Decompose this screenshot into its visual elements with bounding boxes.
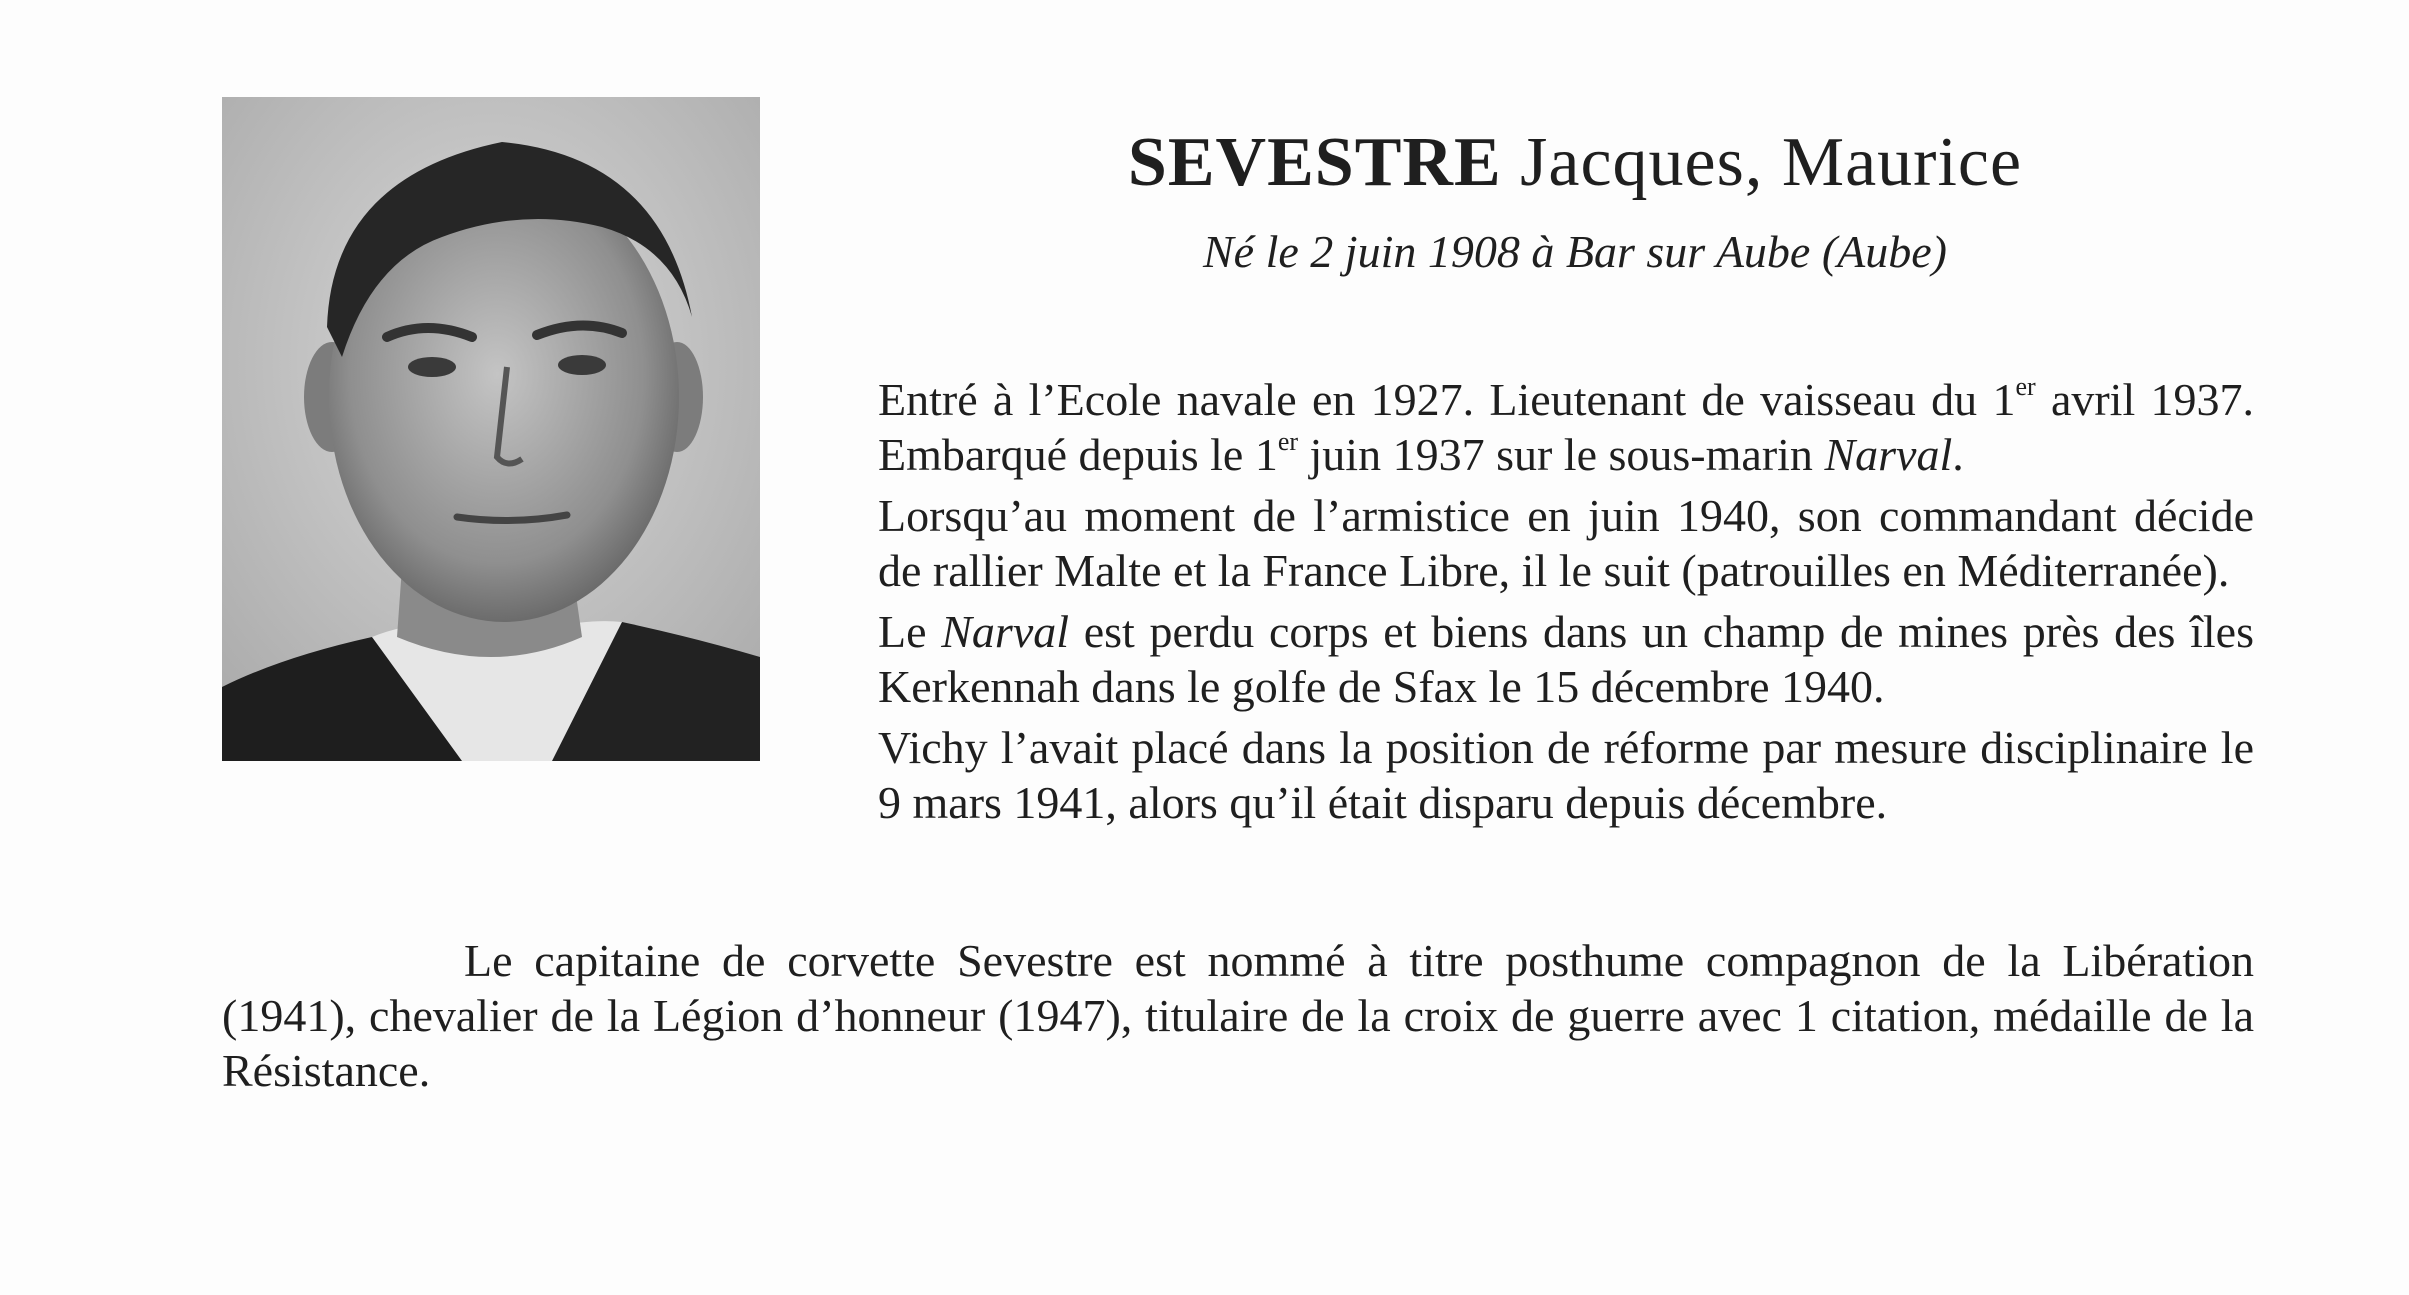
bio-paragraph-4: Vichy l’avait placé dans la position de réforme par mesure disciplinaire le 9 mars 1941, alors qu’il était disparu depuis décembre. [878, 722, 2254, 828]
bio-paragraph-2: Lorsqu’au moment de l’armistice en juin 1940, son commandant décide de rallier Malte et la France Libre, il le suit (patrouilles en Méditerranée). [878, 490, 2254, 596]
ship-name: Narval [941, 606, 1070, 657]
surname: SEVESTRE [1127, 124, 1502, 201]
biography [878, 372, 2254, 836]
ship-name: Narval [1824, 429, 1953, 480]
portrait-photo [222, 97, 760, 761]
bio-paragraph-3: Le Narval est perdu corps et biens dans un champ de mines près des îles Kerkennah dans le golfe de Sfax le 15 décembre 1940. [878, 606, 2254, 712]
person-name [1000, 118, 2150, 208]
birth-line: Né le 2 juin 1908 à Bar sur Aube (Aube) [1203, 226, 1947, 277]
bio-paragraph-1: Entré à l’Ecole navale en 1927. Lieutenant de vaisseau du 1er avril 1937. Embarqué depuis le 1er juin 1937 sur le sous-marin Narval. [878, 372, 2255, 480]
given-names: Jacques, Maurice [1520, 124, 2023, 201]
honours-paragraph: Le capitaine de corvette Sevestre est nommé à titre posthume compagnon de la Libération (1941), chevalier de la Légion d’honneur (1947), titulaire de la croix de guerre avec 1 citation, médaille de la Résistance. [222, 935, 2254, 1096]
